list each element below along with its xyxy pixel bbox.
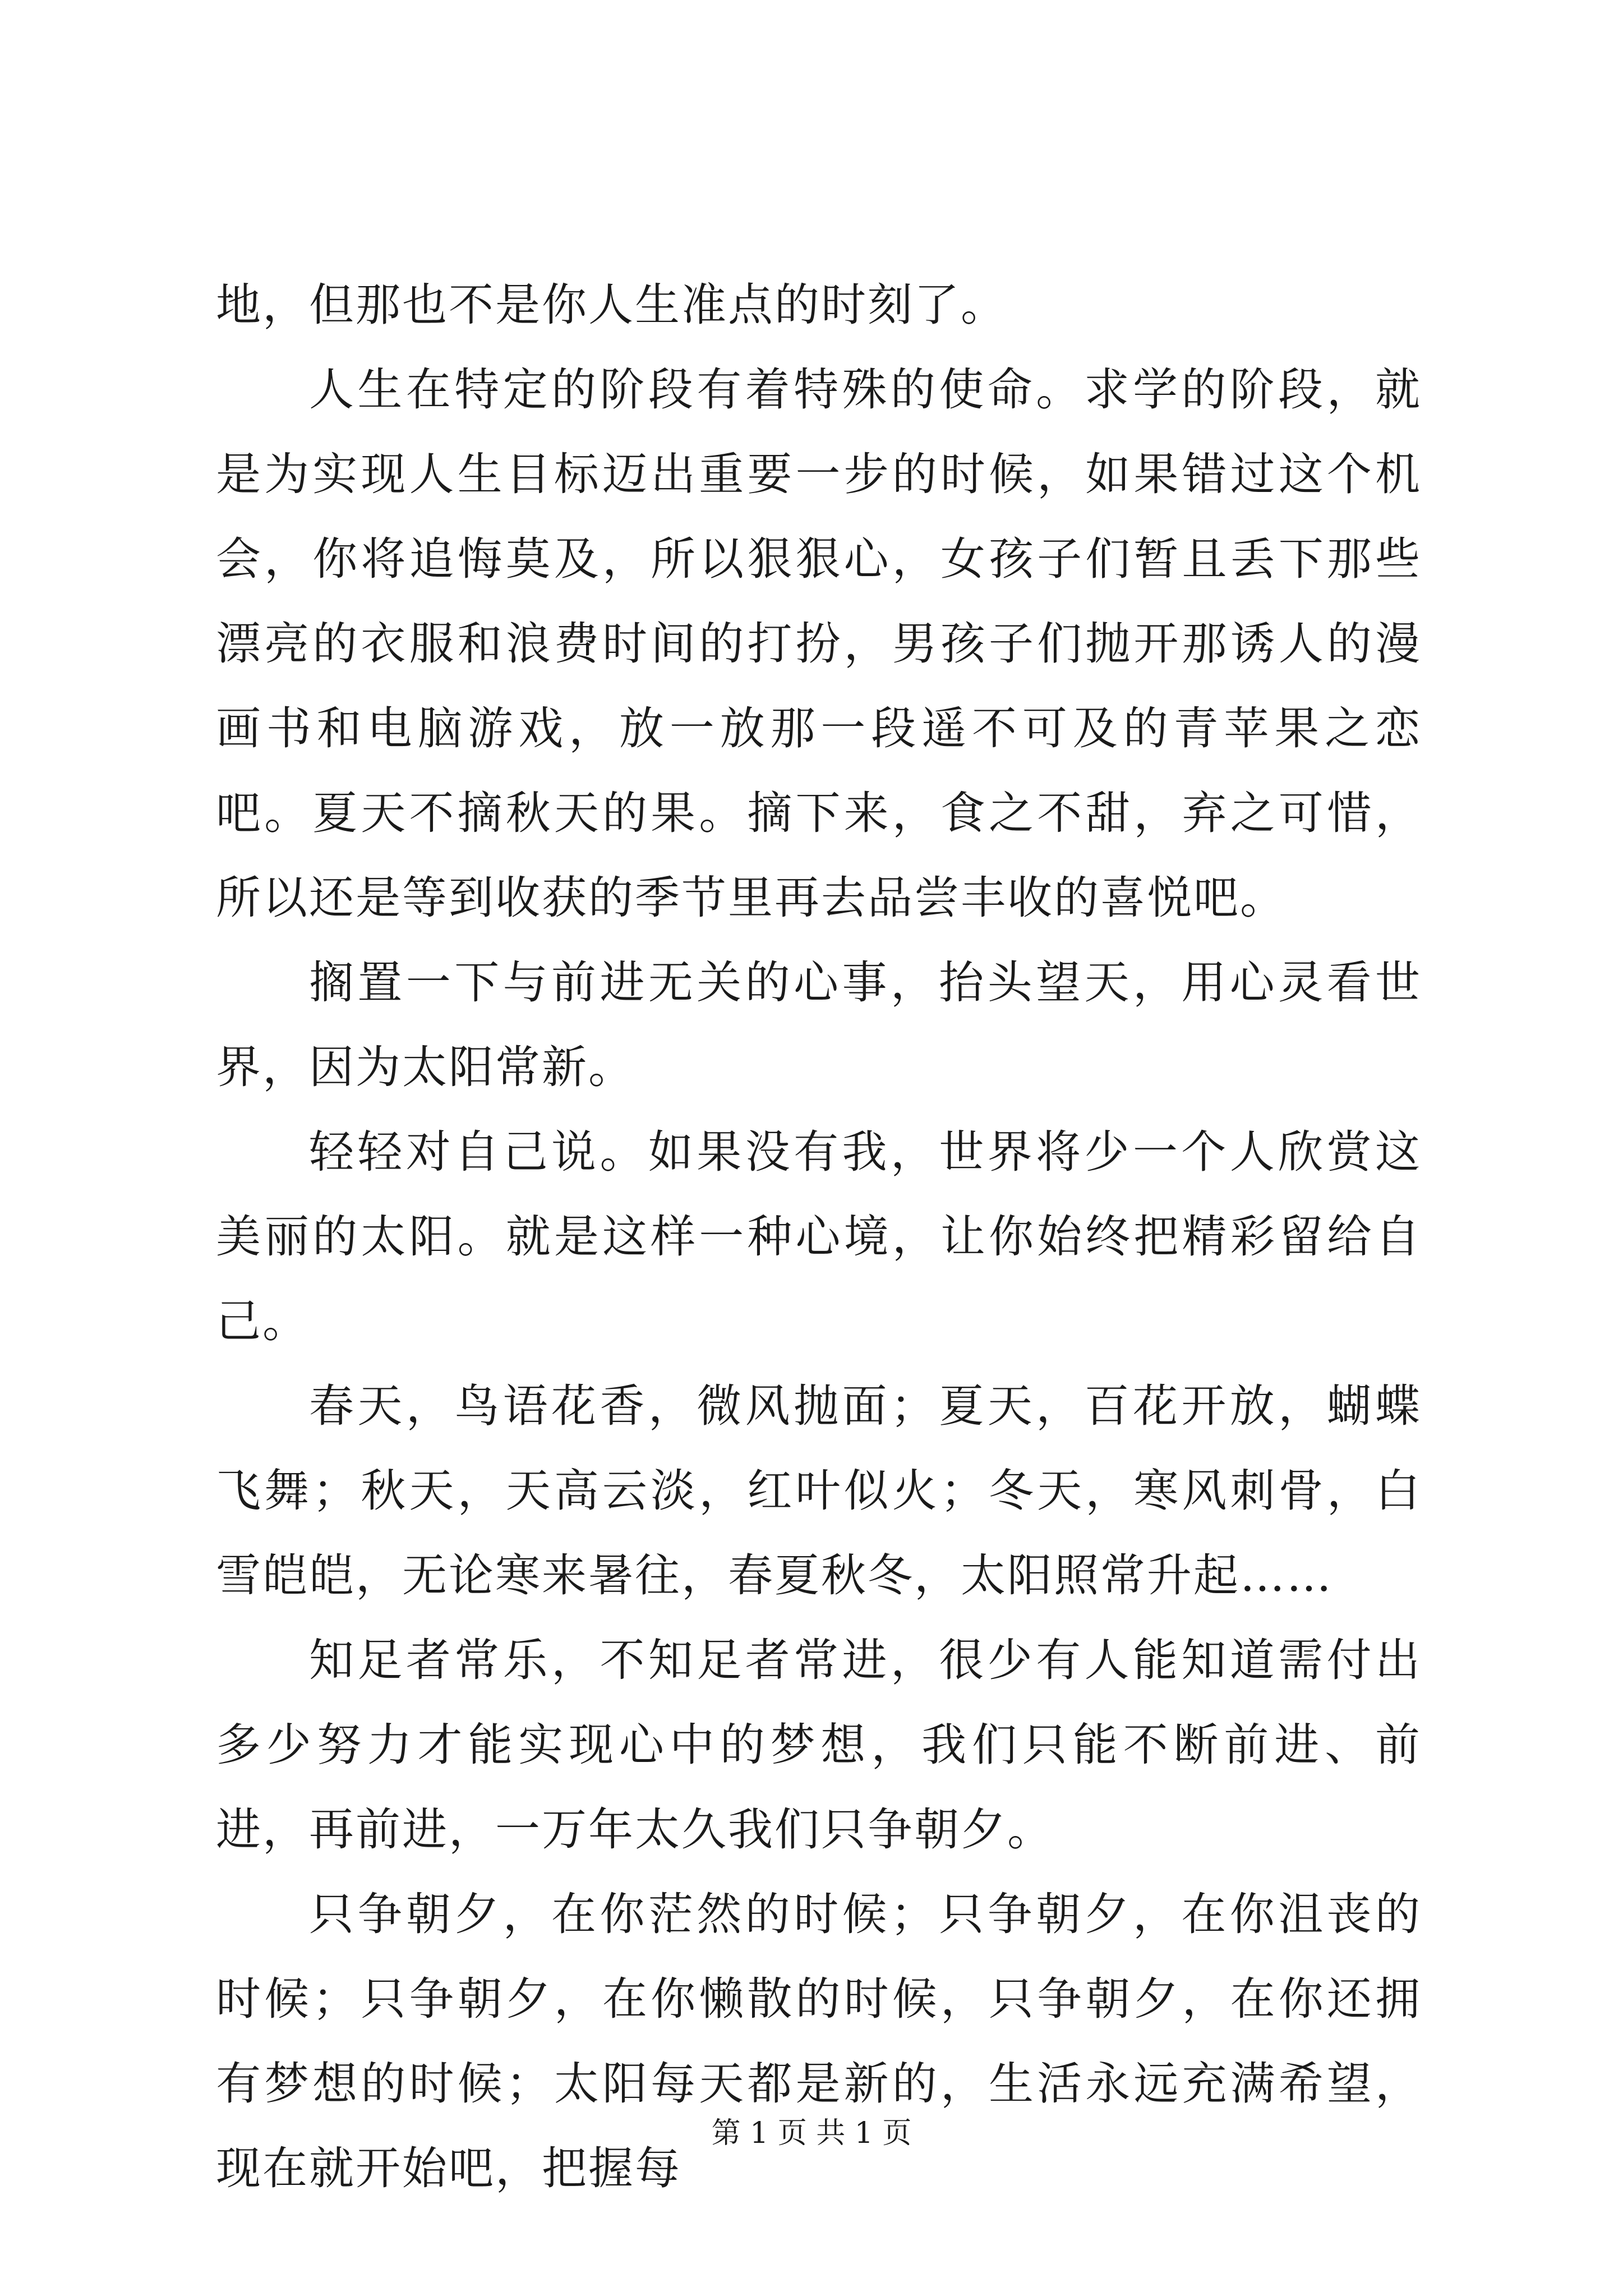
paragraph-5: 春天，鸟语花香，微风抛面；夏天，百花开放，蝴蝶飞舞；秋天，天高云淡，红叶似火；冬天，寒风刺骨，白雪皑皑，无论寒来暑往，春夏秋冬，太阳照常升起…… <box>216 1380 1422 1602</box>
page-footer: 第 1 页 共 1 页 <box>711 2116 912 2150</box>
paragraph-3: 搁置一下与前进无关的心事，抬头望天，用心灵看世界，因为太阳常新。 <box>216 956 1422 1093</box>
paragraph-2: 人生在特定的阶段有着特殊的使命。求学的阶段，就是为实现人生目标迈出重要一步的时候，如果错过这个机会，你将追悔莫及，所以狠狠心，女孩子们暂且丢下那些漂亮的衣服和浪费时间的打扮，男孩子们抛开那诱人的漫画书和电脑游戏，放一放那一段遥不可及的青苹果之恋吧。夏天不摘秋天的果。摘下来，食之不甜，弃之可惜，所以还是等到收获的季节里再去品尝丰收的喜悦吧。 <box>216 364 1422 924</box>
paragraph-6: 知足者常乐，不知足者常进，很少有人能知道需付出多少努力才能实现心中的梦想，我们只能不断前进、前进，再前进，一万年太久我们只争朝夕。 <box>216 1634 1422 1856</box>
paragraph-4: 轻轻对自己说。如果没有我，世界将少一个人欣赏这美丽的太阳。就是这样一种心境，让你始终把精彩留给自己。 <box>216 1126 1422 1347</box>
document-body <box>216 263 1422 2211</box>
paragraph-7: 只争朝夕，在你茫然的时候；只争朝夕，在你沮丧的时候；只争朝夕，在你懒散的时候，只争朝夕，在你还拥有梦想的时候；太阳每天都是新的，生活永远充满希望，现在就开始吧，把握每 <box>216 1888 1422 2194</box>
paragraph-1: 地，但那也不是你人生准点的时刻了。 <box>216 279 1007 331</box>
